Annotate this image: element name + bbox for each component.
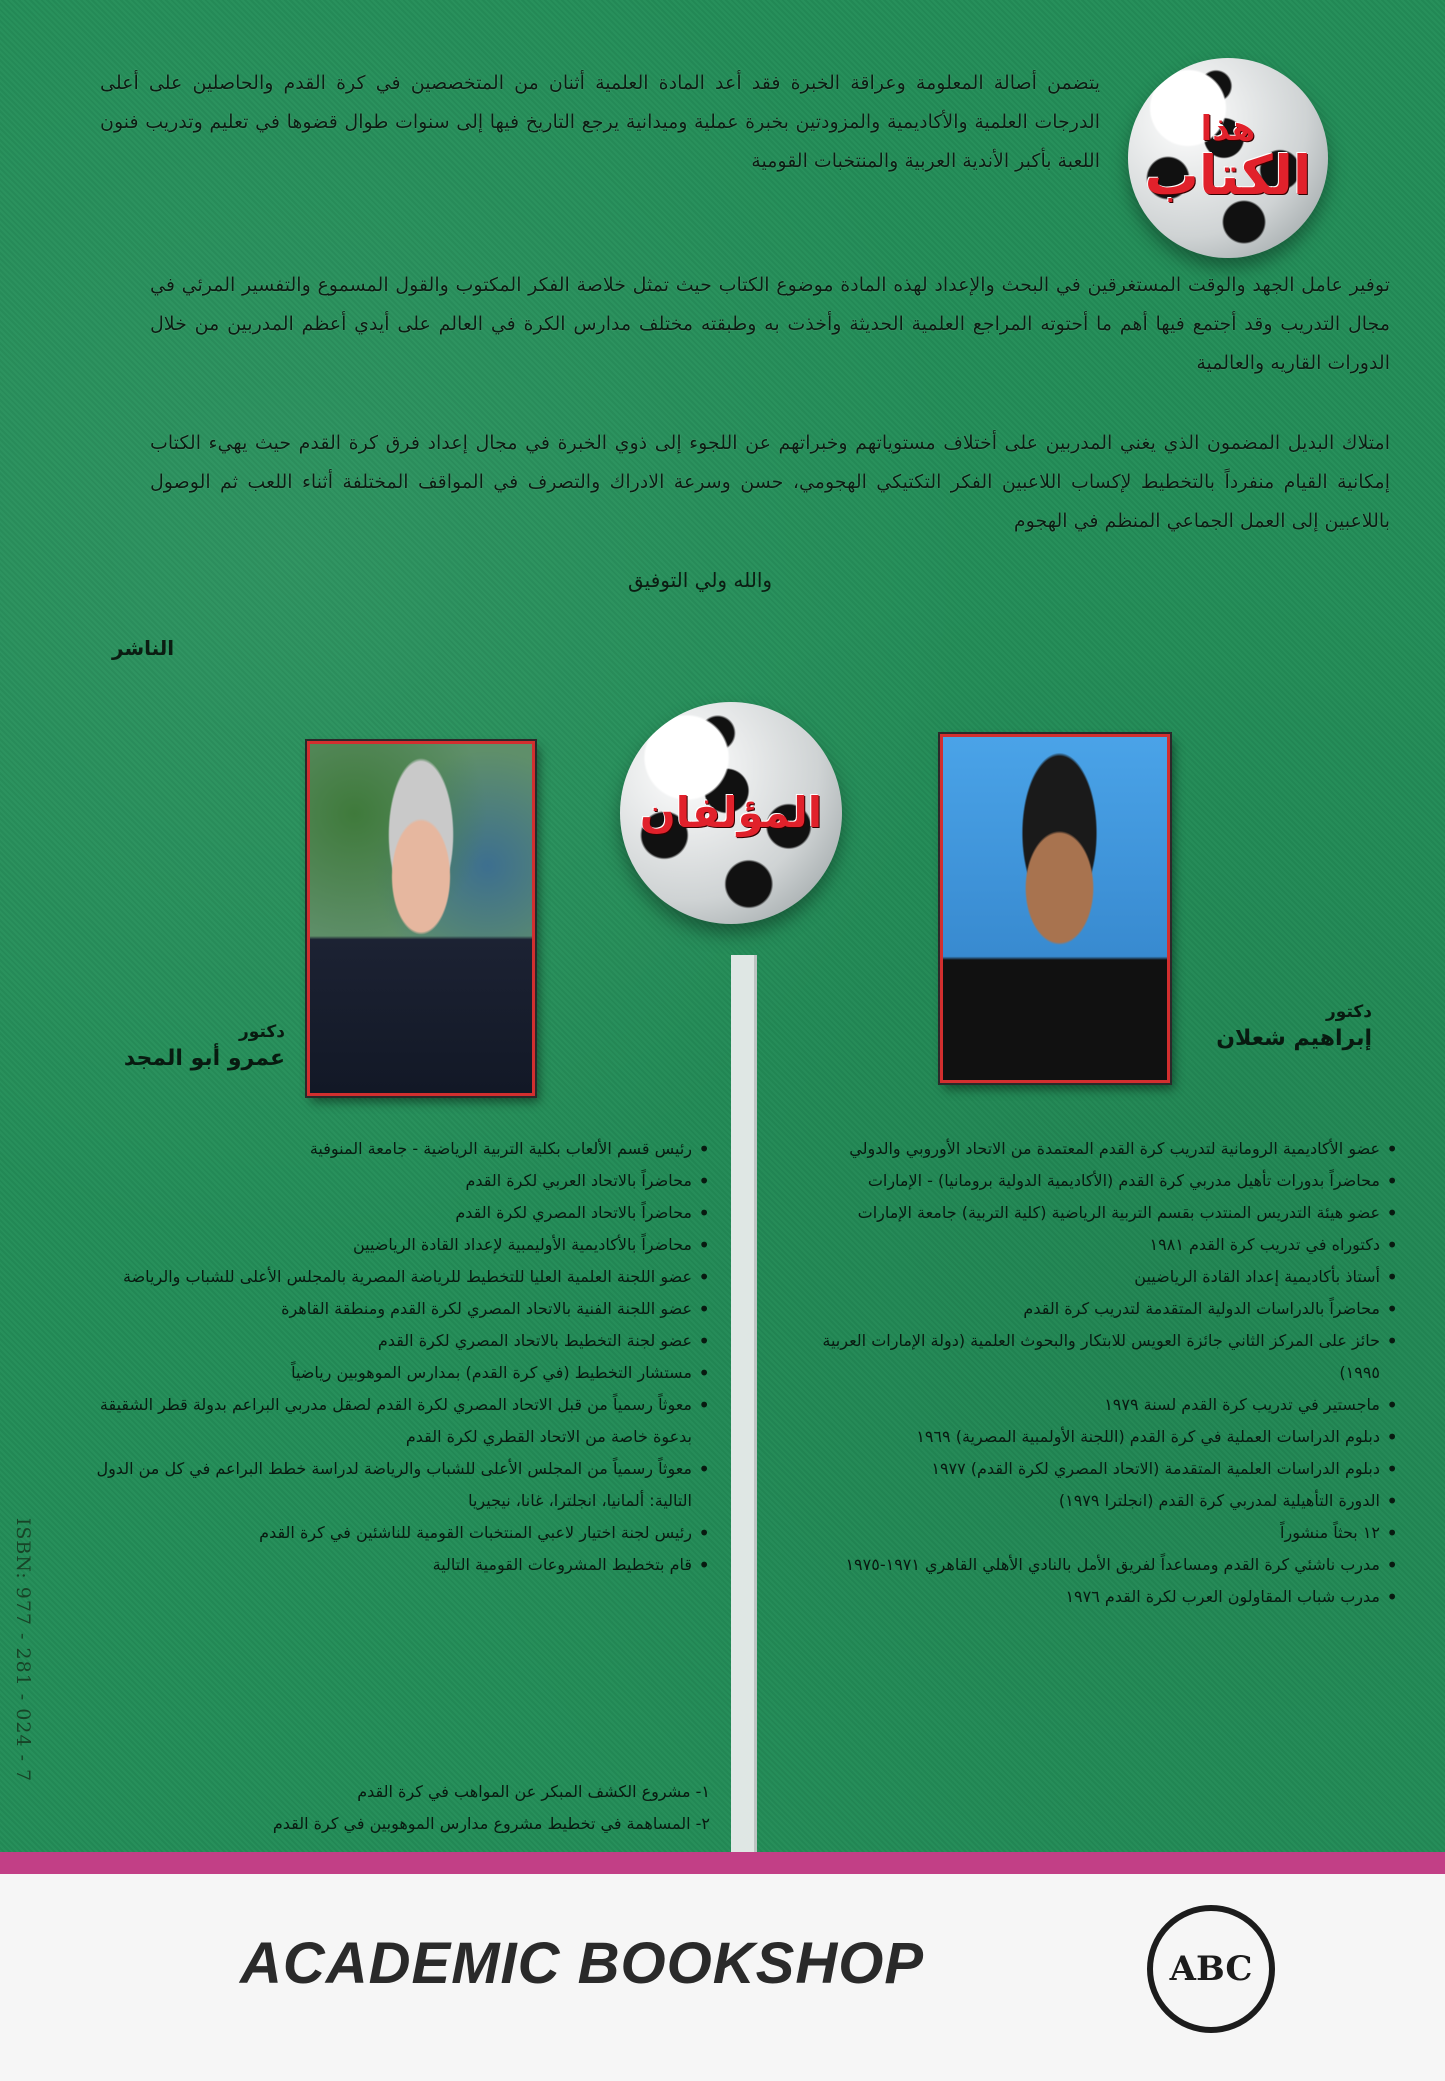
list-item: • عضو لجنة التخطيط بالاتحاد المصري لكرة القدم [70, 1325, 710, 1357]
author-name-right: إبراهيم شعلان [1216, 1026, 1372, 1051]
list-item: • مستشار التخطيط (في كرة القدم) بمدارس الموهوبين رياضياً [70, 1357, 710, 1389]
project-item: ٢- المساهمة في تخطيط مشروع مدارس الموهوبين في كرة القدم [272, 1814, 710, 1833]
publisher-logo [1147, 1905, 1275, 2033]
list-item: • محاضراً بدورات تأهيل مدربي كرة القدم (الأكاديمية الدولية برومانيا) - الإمارات [778, 1165, 1398, 1197]
list-item: • رئيس قسم الألعاب بكلية التربية الرياضية - جامعة المنوفية [70, 1133, 710, 1165]
top-ball-title-line2: الكتاب [1144, 143, 1312, 207]
author-photo-left [307, 741, 535, 1096]
top-football-graphic [1128, 58, 1328, 258]
list-item: • محاضراً بالدراسات الدولية المتقدمة لتدريب كرة القدم [778, 1293, 1398, 1325]
list-item: • محاضراً بالاتحاد العربي لكرة القدم [70, 1165, 710, 1197]
list-item: • مدرب شباب المقاولون العرب لكرة القدم ١٩٧٦ [778, 1581, 1398, 1613]
isbn-number [8, 1440, 38, 1860]
middle-football-graphic [620, 702, 842, 924]
list-item: • حائز على المركز الثاني جائزة العويس للابتكار والبحوث العلمية (دولة الإمارات العربية ١٩٩٥) [778, 1325, 1398, 1389]
top-ball-title-line1: هذا [1200, 108, 1256, 149]
center-pole [731, 955, 757, 1855]
list-item: • دبلوم الدراسات العلمية المتقدمة (الاتحاد المصري لكرة القدم) ١٩٧٧ [778, 1453, 1398, 1485]
closing-line: والله ولي التوفيق [628, 568, 773, 592]
author-name-block-left [80, 1020, 285, 1074]
list-item: • قام بتخطيط المشروعات القومية التالية [70, 1549, 710, 1581]
author-credentials-left [70, 1133, 710, 1581]
author-name-block-right [1180, 1000, 1372, 1054]
publisher-name: ACADEMIC BOOKSHOP [240, 1931, 925, 1996]
intro-paragraph-2: توفير عامل الجهد والوقت المستغرقين في البحث والإعداد لهذه المادة موضوع الكتاب حيث تمثل خلاصة الفكر المكتوب والقول المسموع والتفسير المرئي في مجال التدريب وقد أجتمع فيها أهم ما أحتوته المراجع العلمية الحديثة وأخذت به وطبقته مختلف مدارس الكرة في العالم على أيدي أعظم المدربين من خلال الدورات القاريه والعالمية [150, 274, 1390, 374]
list-item: • معوثاً رسمياً من قبل الاتحاد المصري لكرة القدم لصقل مدربي البراعم بدولة قطر الشقيقة بدعوة خاصة من الاتحاد القطري لكرة القدم [70, 1389, 710, 1453]
list-item: • عضو هيئة التدريس المنتدب بقسم التربية الرياضية (كلية التربية) جامعة الإمارات [778, 1197, 1398, 1229]
list-item: • رئيس لجنة اختيار لاعبي المنتخبات القومية للناشئين في كرة القدم [70, 1517, 710, 1549]
top-ball-title [1144, 108, 1312, 207]
list-item: • عضو اللجنة الفنية بالاتحاد المصري لكرة القدم ومنطقة القاهرة [70, 1293, 710, 1325]
author-projects-left [70, 1776, 710, 1840]
publisher-logo-text: ABC [1169, 1949, 1253, 1989]
intro-paragraph-3: امتلاك البديل المضمون الذي يغني المدربين على أختلاف مستوياتهم وخبراتهم عن اللجوء إلى ذوي الخبرة في مجال إعداد فرق كرة القدم حيث يهيء الكتاب إمكانية القيام منفرداً بالتخطيط لإكساب اللاعبين الفكر التكتيكي الهجومي، حسن وسرعة الادراك والتصرف في المواقف المختلفة أثناء اللعب ثم الوصول باللاعبين إلى العمل الجماعي المنظم في الهجوم [150, 432, 1390, 532]
list-item: • معوثاً رسمياً من المجلس الأعلى للشباب والرياضة لدراسة خطط البراعم في كل من الدول التالية: ألمانيا، انجلترا، غانا، نيجيريا [70, 1453, 710, 1517]
publisher-sign: الناشر [112, 636, 175, 660]
authors-heading: المؤلفان [639, 787, 823, 837]
list-item: • عضو الأكاديمية الرومانية لتدريب كرة القدم المعتمدة من الاتحاد الأوروبي والدولي [778, 1133, 1398, 1165]
list-item: • مدرب ناشئي كرة القدم ومساعداً لفريق الأمل بالنادي الأهلي القاهري ١٩٧١-١٩٧٥ [778, 1549, 1398, 1581]
author-title-left: دكتور [239, 1022, 285, 1042]
author-name-left: عمرو أبو المجد [123, 1046, 285, 1071]
author-credentials-right [778, 1133, 1398, 1613]
author-photo-right [940, 734, 1170, 1083]
list-item: • محاضراً بالأكاديمية الأوليمبية لإعداد القادة الرياضيين [70, 1229, 710, 1261]
isbn-text: ISBN: 977 - 281 - 024 - 7 [12, 1517, 35, 1783]
list-item: • دكتوراه في تدريب كرة القدم ١٩٨١ [778, 1229, 1398, 1261]
list-item: • ١٢ بحثاً منشوراً [778, 1517, 1398, 1549]
list-item: • أستاذ بأكاديمية إعداد القادة الرياضيين [778, 1261, 1398, 1293]
list-item: • عضو اللجنة العلمية العليا للتخطيط للرياضة المصرية بالمجلس الأعلى للشباب والرياضة [70, 1261, 710, 1293]
list-item: • محاضراً بالاتحاد المصري لكرة القدم [70, 1197, 710, 1229]
author-title-right: دكتور [1326, 1002, 1372, 1022]
list-item: • الدورة التأهيلية لمدربي كرة القدم (انجلترا ١٩٧٩) [778, 1485, 1398, 1517]
list-item: • دبلوم الدراسات العملية في كرة القدم (اللجنة الأولمبية المصرية) ١٩٦٩ [778, 1421, 1398, 1453]
intro-paragraph-1: يتضمن أصالة المعلومة وعراقة الخبرة فقد أعد المادة العلمية أثنان من المتخصصين في كرة القدم والحاصلين على أعلى الدرجات العلمية والأكاديمية والمزودتين بخبرة عملية وميدانية يرجع التاريخ فيها إلى سنوات طوال قضوها في تعليم وتدريب فنون اللعبة بأكبر الأندية العربية والمنتخبات القومية [100, 72, 1100, 172]
project-item: ١- مشروع الكشف المبكر عن المواهب في كرة القدم [357, 1782, 710, 1801]
footer-accent-bar [0, 1852, 1445, 1874]
list-item: • ماجستير في تدريب كرة القدم لسنة ١٩٧٩ [778, 1389, 1398, 1421]
